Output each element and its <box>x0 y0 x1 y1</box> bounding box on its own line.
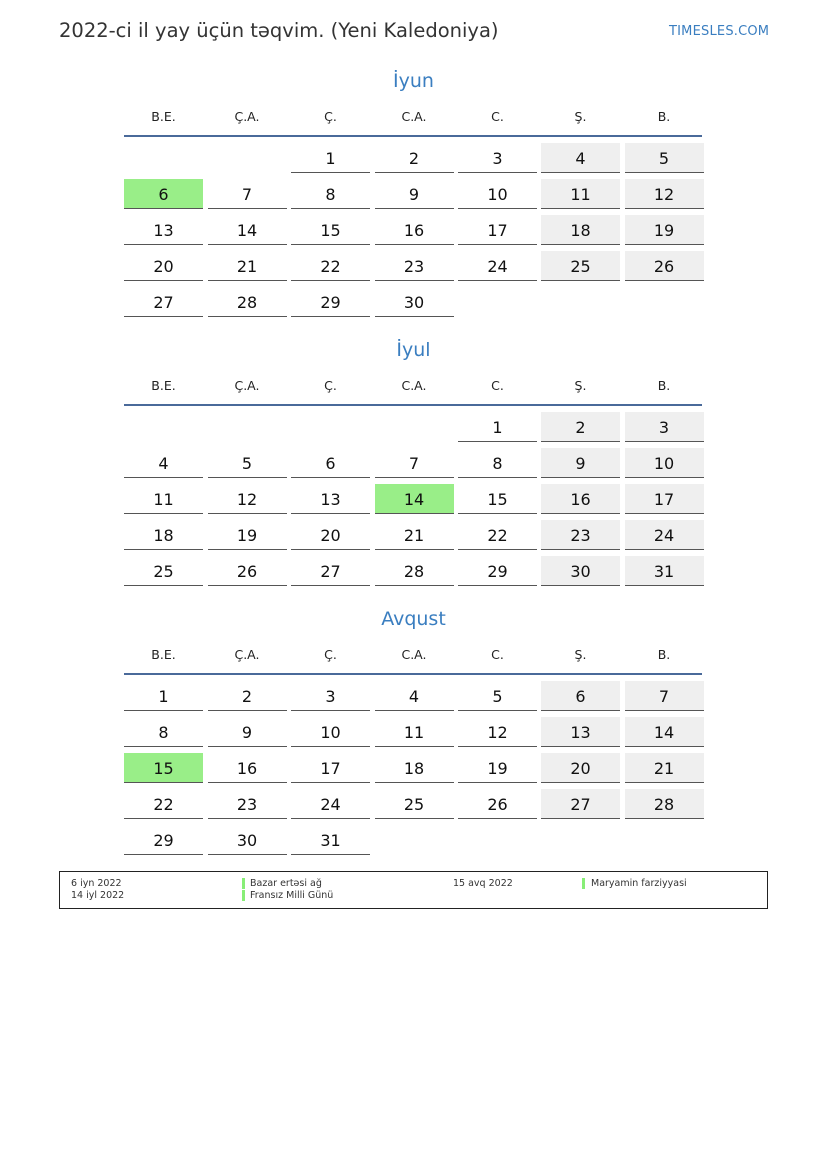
day-cell: 4 <box>375 681 454 711</box>
month-name: Avqust <box>381 608 446 630</box>
day-cell: 27 <box>291 556 370 586</box>
day-cell: 31 <box>291 825 370 855</box>
day-cell: 30 <box>541 556 620 586</box>
weekday-label: B. <box>657 378 671 393</box>
day-cell: 10 <box>291 717 370 747</box>
day-cell: 13 <box>541 717 620 747</box>
month-name: İyul <box>396 339 431 361</box>
weekday-label: C. <box>491 378 504 393</box>
day-cell: 24 <box>625 520 704 550</box>
weekday-label: C.A. <box>401 109 427 124</box>
holiday-legend <box>59 871 768 909</box>
month-name: İyun <box>393 70 434 92</box>
weekday-label: Ç. <box>324 109 337 124</box>
day-cell: 16 <box>541 484 620 514</box>
holiday-day-cell: 14 <box>375 484 454 514</box>
day-cell: 31 <box>625 556 704 586</box>
weekday-label: Ç.A. <box>234 647 260 662</box>
day-cell: 19 <box>625 215 704 245</box>
day-cell: 7 <box>625 681 704 711</box>
day-cell: 11 <box>375 717 454 747</box>
day-cell: 1 <box>291 143 370 173</box>
day-cell: 12 <box>208 484 287 514</box>
day-cell: 17 <box>458 215 537 245</box>
day-cell: 18 <box>124 520 203 550</box>
day-cell: 16 <box>375 215 454 245</box>
day-cell: 6 <box>291 448 370 478</box>
day-cell: 24 <box>291 789 370 819</box>
day-cell: 5 <box>625 143 704 173</box>
day-cell: 4 <box>124 448 203 478</box>
day-cell: 14 <box>625 717 704 747</box>
day-cell: 5 <box>208 448 287 478</box>
day-cell: 8 <box>291 179 370 209</box>
day-cell: 11 <box>124 484 203 514</box>
weekday-label: Ç.A. <box>234 109 260 124</box>
day-cell: 20 <box>291 520 370 550</box>
holiday-day-cell: 6 <box>124 179 203 209</box>
day-cell: 13 <box>291 484 370 514</box>
day-cell: 22 <box>124 789 203 819</box>
day-cell: 22 <box>458 520 537 550</box>
day-cell: 7 <box>208 179 287 209</box>
day-cell: 24 <box>458 251 537 281</box>
day-cell: 2 <box>541 412 620 442</box>
day-cell: 26 <box>208 556 287 586</box>
legend-date: 14 iyl 2022 <box>71 890 125 901</box>
day-cell: 30 <box>208 825 287 855</box>
weekday-label: Ç. <box>324 647 337 662</box>
day-cell: 25 <box>124 556 203 586</box>
day-cell: 29 <box>124 825 203 855</box>
day-cell: 16 <box>208 753 287 783</box>
day-cell: 9 <box>375 179 454 209</box>
day-cell: 20 <box>124 251 203 281</box>
day-cell: 21 <box>208 251 287 281</box>
legend-marker <box>242 878 245 889</box>
day-cell: 19 <box>208 520 287 550</box>
day-cell: 30 <box>375 287 454 317</box>
day-cell: 29 <box>291 287 370 317</box>
day-cell: 2 <box>208 681 287 711</box>
weekday-label: C. <box>491 109 504 124</box>
weekday-label: B. <box>657 109 671 124</box>
day-cell: 27 <box>124 287 203 317</box>
day-cell: 26 <box>458 789 537 819</box>
weekday-header-divider <box>124 673 702 675</box>
weekday-label: Ç.A. <box>234 378 260 393</box>
day-cell: 25 <box>541 251 620 281</box>
day-cell: 8 <box>124 717 203 747</box>
site-link[interactable]: TIMESLES.COM <box>669 24 770 39</box>
day-cell: 17 <box>625 484 704 514</box>
day-cell: 2 <box>375 143 454 173</box>
legend-holiday-name: Bazar ertəsi ağ <box>250 878 322 889</box>
day-cell: 23 <box>208 789 287 819</box>
day-cell: 11 <box>541 179 620 209</box>
day-cell: 29 <box>458 556 537 586</box>
weekday-label: C.A. <box>401 378 427 393</box>
day-cell: 28 <box>208 287 287 317</box>
day-cell: 9 <box>541 448 620 478</box>
weekday-label: C. <box>491 647 504 662</box>
weekday-label: Ş. <box>574 109 587 124</box>
day-cell: 10 <box>625 448 704 478</box>
day-cell: 10 <box>458 179 537 209</box>
day-cell: 19 <box>458 753 537 783</box>
page-title: 2022-ci il yay üçün təqvim. (Yeni Kaledoniya) <box>59 19 499 42</box>
legend-holiday-name: Maryamin farziyyasi <box>591 878 687 889</box>
legend-date: 15 avq 2022 <box>453 878 513 889</box>
day-cell: 15 <box>291 215 370 245</box>
weekday-header-divider <box>124 135 702 137</box>
weekday-label: Ş. <box>574 647 587 662</box>
weekday-label: Ş. <box>574 378 587 393</box>
day-cell: 4 <box>541 143 620 173</box>
weekday-label: B.E. <box>151 378 176 393</box>
day-cell: 21 <box>625 753 704 783</box>
legend-date: 6 iyn 2022 <box>71 878 122 889</box>
legend-marker <box>242 890 245 901</box>
weekday-label: B.E. <box>151 109 176 124</box>
day-cell: 25 <box>375 789 454 819</box>
day-cell: 8 <box>458 448 537 478</box>
day-cell: 12 <box>458 717 537 747</box>
day-cell: 14 <box>208 215 287 245</box>
day-cell: 9 <box>208 717 287 747</box>
day-cell: 6 <box>541 681 620 711</box>
day-cell: 3 <box>625 412 704 442</box>
day-cell: 15 <box>458 484 537 514</box>
day-cell: 26 <box>625 251 704 281</box>
weekday-label: Ç. <box>324 378 337 393</box>
day-cell: 1 <box>124 681 203 711</box>
weekday-header-divider <box>124 404 702 406</box>
day-cell: 1 <box>458 412 537 442</box>
weekday-label: B.E. <box>151 647 176 662</box>
day-cell: 22 <box>291 251 370 281</box>
day-cell: 3 <box>291 681 370 711</box>
day-cell: 23 <box>375 251 454 281</box>
day-cell: 18 <box>375 753 454 783</box>
day-cell: 5 <box>458 681 537 711</box>
day-cell: 28 <box>625 789 704 819</box>
weekday-label: C.A. <box>401 647 427 662</box>
day-cell: 28 <box>375 556 454 586</box>
day-cell: 23 <box>541 520 620 550</box>
weekday-label: B. <box>657 647 671 662</box>
legend-marker <box>582 878 585 889</box>
day-cell: 7 <box>375 448 454 478</box>
day-cell: 27 <box>541 789 620 819</box>
day-cell: 21 <box>375 520 454 550</box>
day-cell: 20 <box>541 753 620 783</box>
day-cell: 13 <box>124 215 203 245</box>
day-cell: 18 <box>541 215 620 245</box>
day-cell: 12 <box>625 179 704 209</box>
day-cell: 17 <box>291 753 370 783</box>
holiday-day-cell: 15 <box>124 753 203 783</box>
legend-holiday-name: Fransız Milli Günü <box>250 890 334 901</box>
day-cell: 3 <box>458 143 537 173</box>
